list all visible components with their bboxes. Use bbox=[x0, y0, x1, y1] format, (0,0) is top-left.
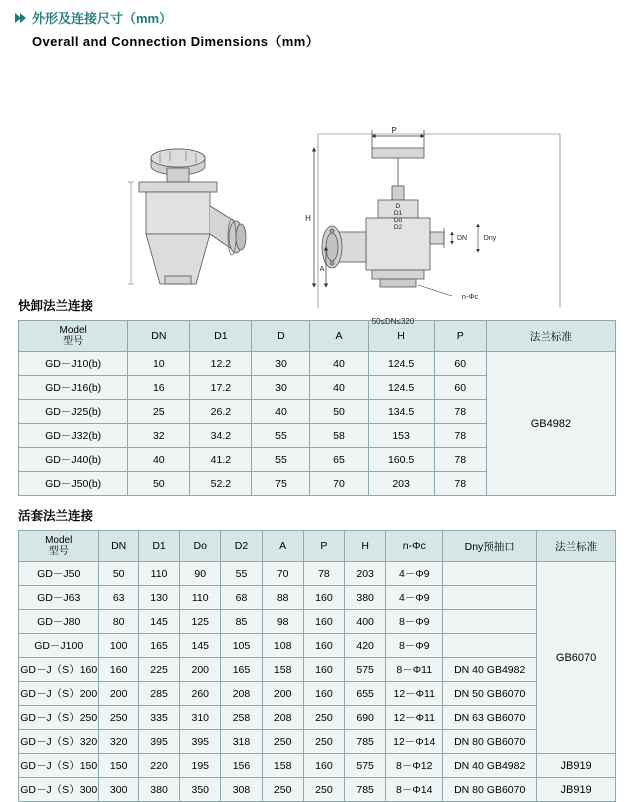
cell-a: 40 bbox=[310, 376, 368, 400]
cell-model: GD－J（S）160 bbox=[19, 658, 99, 682]
cell-dn: 200 bbox=[99, 682, 139, 706]
cell-p: 78 bbox=[434, 400, 486, 424]
page-header bbox=[0, 0, 634, 50]
cell-model: GD－J63 bbox=[19, 586, 99, 610]
cell-dn: 50 bbox=[128, 472, 190, 496]
th-model-cn: 型号 bbox=[63, 336, 84, 347]
cell-d2: 318 bbox=[221, 730, 262, 754]
cell-d2: 85 bbox=[221, 610, 262, 634]
cell-do: 310 bbox=[180, 706, 221, 730]
th-a: A bbox=[310, 321, 368, 352]
cell-dny: DN 40 GB4982 bbox=[443, 658, 537, 682]
cell-p: 78 bbox=[303, 562, 344, 586]
th-n-phi-c: n-Φc bbox=[386, 531, 443, 562]
cell-do: 110 bbox=[180, 586, 221, 610]
page-title-en: Overall and Connection Dimensions（mm） bbox=[32, 34, 320, 49]
cell-d2: 68 bbox=[221, 586, 262, 610]
cell-h: 134.5 bbox=[368, 400, 434, 424]
cell-d1: 110 bbox=[138, 562, 179, 586]
cell-h: 203 bbox=[368, 472, 434, 496]
cell-dn: 16 bbox=[128, 376, 190, 400]
cell-n-phi-c: 4－Φ9 bbox=[386, 586, 443, 610]
cell-dn: 320 bbox=[99, 730, 139, 754]
cell-a: 108 bbox=[262, 634, 303, 658]
cell-d: 75 bbox=[252, 472, 310, 496]
cell-a: 250 bbox=[262, 730, 303, 754]
table-row bbox=[19, 352, 616, 376]
th-model-en: Model bbox=[59, 324, 87, 336]
cell-n-phi-c: 8－Φ11 bbox=[386, 658, 443, 682]
cell-d: 30 bbox=[252, 352, 310, 376]
th-model-en: Model bbox=[45, 534, 73, 546]
label-d1: D1 bbox=[393, 210, 403, 217]
cell-model: GD－J10(b) bbox=[19, 352, 128, 376]
cell-do: 90 bbox=[180, 562, 221, 586]
cell-d: 40 bbox=[252, 400, 310, 424]
cell-dn: 80 bbox=[99, 610, 139, 634]
cell-dny: DN 40 GB4982 bbox=[443, 754, 537, 778]
table-row bbox=[19, 610, 616, 634]
th-standard: 法兰标准 bbox=[486, 321, 615, 352]
cell-model: GD－J32(b) bbox=[19, 424, 128, 448]
table-row bbox=[19, 778, 616, 802]
cell-do: 260 bbox=[180, 682, 221, 706]
cell-h: 124.5 bbox=[368, 352, 434, 376]
cell-d1: 335 bbox=[138, 706, 179, 730]
cell-a: 158 bbox=[262, 754, 303, 778]
cell-model: GD－J（S）320 bbox=[19, 730, 99, 754]
table2-head bbox=[19, 531, 616, 562]
table-row bbox=[19, 586, 616, 610]
cell-d1: 165 bbox=[138, 634, 179, 658]
cell-p: 160 bbox=[303, 658, 344, 682]
cell-a: 208 bbox=[262, 706, 303, 730]
cell-dn: 50 bbox=[99, 562, 139, 586]
cell-h: 690 bbox=[345, 706, 386, 730]
table-row bbox=[19, 706, 616, 730]
cell-a: 70 bbox=[262, 562, 303, 586]
cell-model: GD－J25(b) bbox=[19, 400, 128, 424]
cell-n-phi-c: 8－Φ9 bbox=[386, 610, 443, 634]
cell-h: 785 bbox=[345, 730, 386, 754]
label-range-note: 50≤DN≤320 bbox=[371, 317, 415, 326]
cell-do: 195 bbox=[180, 754, 221, 778]
cell-model: GD－J80 bbox=[19, 610, 99, 634]
cell-h: 400 bbox=[345, 610, 386, 634]
table-row bbox=[19, 658, 616, 682]
th-h: H bbox=[368, 321, 434, 352]
cell-p: 160 bbox=[303, 634, 344, 658]
cell-d1: 17.2 bbox=[190, 376, 252, 400]
th-p: P bbox=[303, 531, 344, 562]
cell-do: 395 bbox=[180, 730, 221, 754]
cell-model: GD－J100 bbox=[19, 634, 99, 658]
cell-model: GD－J（S）200 bbox=[19, 682, 99, 706]
cell-model: GD－J（S）300 bbox=[19, 778, 99, 802]
th-model-cn: 型号 bbox=[48, 546, 69, 557]
section-title-quick-flange: 快卸法兰连接 bbox=[18, 299, 94, 313]
cell-d2: 308 bbox=[221, 778, 262, 802]
cell-dn: 250 bbox=[99, 706, 139, 730]
table-row bbox=[19, 562, 616, 586]
cell-dny bbox=[443, 586, 537, 610]
label-h: H bbox=[305, 214, 311, 223]
cell-h: 420 bbox=[345, 634, 386, 658]
cell-do: 145 bbox=[180, 634, 221, 658]
cell-p: 250 bbox=[303, 730, 344, 754]
cell-d1: 26.2 bbox=[190, 400, 252, 424]
cell-d2: 258 bbox=[221, 706, 262, 730]
cell-h: 655 bbox=[345, 682, 386, 706]
cell-dny: DN 50 GB6070 bbox=[443, 682, 537, 706]
cell-model: GD－J40(b) bbox=[19, 448, 128, 472]
cell-do: 125 bbox=[180, 610, 221, 634]
table-row bbox=[19, 634, 616, 658]
cell-dny bbox=[443, 610, 537, 634]
cell-d: 30 bbox=[252, 376, 310, 400]
cell-p: 78 bbox=[434, 448, 486, 472]
cell-n-phi-c: 8－Φ14 bbox=[386, 778, 443, 802]
cell-h: 160.5 bbox=[368, 448, 434, 472]
cell-d1: 52.2 bbox=[190, 472, 252, 496]
table1-header-row bbox=[19, 321, 616, 352]
th-model bbox=[19, 321, 128, 352]
cell-d1: 220 bbox=[138, 754, 179, 778]
cell-p: 78 bbox=[434, 424, 486, 448]
cell-n-phi-c: 12－Φ11 bbox=[386, 706, 443, 730]
th-d1: D1 bbox=[190, 321, 252, 352]
th-dn: DN bbox=[128, 321, 190, 352]
cell-dn: 300 bbox=[99, 778, 139, 802]
th-d1: D1 bbox=[138, 531, 179, 562]
cell-d2: 208 bbox=[221, 682, 262, 706]
table-row bbox=[19, 730, 616, 754]
cell-dny: DN 63 GB6070 bbox=[443, 706, 537, 730]
cell-h: 575 bbox=[345, 754, 386, 778]
cell-d2: 156 bbox=[221, 754, 262, 778]
cell-n-phi-c: 12－Φ14 bbox=[386, 730, 443, 754]
cell-a: 250 bbox=[262, 778, 303, 802]
cell-standard: JB919 bbox=[537, 778, 616, 802]
cell-model: GD－J（S）150 bbox=[19, 754, 99, 778]
cell-d1: 130 bbox=[138, 586, 179, 610]
th-p: P bbox=[434, 321, 486, 352]
cell-d1: 12.2 bbox=[190, 352, 252, 376]
cell-d2: 165 bbox=[221, 658, 262, 682]
th-a: A bbox=[262, 531, 303, 562]
cell-a: 40 bbox=[310, 352, 368, 376]
cell-d1: 225 bbox=[138, 658, 179, 682]
cell-n-phi-c: 4－Φ9 bbox=[386, 562, 443, 586]
cell-a: 58 bbox=[310, 424, 368, 448]
cell-h: 575 bbox=[345, 658, 386, 682]
cell-h: 380 bbox=[345, 586, 386, 610]
label-dny: Dny bbox=[483, 235, 497, 242]
section-title-lap-flange: 活套法兰连接 bbox=[18, 509, 94, 523]
label-n-phi-c: n-Φc bbox=[461, 292, 479, 301]
cell-standard: GB6070 bbox=[537, 562, 616, 754]
cell-dn: 160 bbox=[99, 658, 139, 682]
cell-model: GD－J50(b) bbox=[19, 472, 128, 496]
lap-flange-table bbox=[18, 530, 616, 802]
cell-dn: 25 bbox=[128, 400, 190, 424]
table2-body bbox=[19, 562, 616, 802]
cell-dny bbox=[443, 562, 537, 586]
cell-d1: 145 bbox=[138, 610, 179, 634]
cell-standard: JB919 bbox=[537, 754, 616, 778]
th-d2: D2 bbox=[221, 531, 262, 562]
cell-a: 88 bbox=[262, 586, 303, 610]
double-chevron-right-icon bbox=[14, 11, 28, 25]
cell-a: 158 bbox=[262, 658, 303, 682]
cell-dn: 40 bbox=[128, 448, 190, 472]
table-row bbox=[19, 754, 616, 778]
cell-dny bbox=[443, 634, 537, 658]
th-h: H bbox=[345, 531, 386, 562]
cell-dny: DN 80 GB6070 bbox=[443, 730, 537, 754]
cell-model: GD－J50 bbox=[19, 562, 99, 586]
cell-d: 55 bbox=[252, 448, 310, 472]
cell-d2: 105 bbox=[221, 634, 262, 658]
cell-p: 60 bbox=[434, 376, 486, 400]
cell-model: GD－J16(b) bbox=[19, 376, 128, 400]
cell-d: 55 bbox=[252, 424, 310, 448]
cell-dn: 100 bbox=[99, 634, 139, 658]
cell-do: 350 bbox=[180, 778, 221, 802]
cell-h: 124.5 bbox=[368, 376, 434, 400]
page-title-cn: 外形及连接尺寸（mm） bbox=[32, 11, 173, 26]
cell-h: 785 bbox=[345, 778, 386, 802]
th-dn: DN bbox=[99, 531, 139, 562]
label-do: Do bbox=[393, 217, 403, 224]
label-d: D bbox=[395, 203, 401, 210]
cell-d2: 55 bbox=[221, 562, 262, 586]
table1-body bbox=[19, 352, 616, 496]
cell-model: GD－J（S）250 bbox=[19, 706, 99, 730]
cell-a: 50 bbox=[310, 400, 368, 424]
th-d: D bbox=[252, 321, 310, 352]
cell-h: 203 bbox=[345, 562, 386, 586]
table2-header-row bbox=[19, 531, 616, 562]
label-a: A bbox=[319, 266, 325, 273]
cell-d1: 380 bbox=[138, 778, 179, 802]
cell-d1: 285 bbox=[138, 682, 179, 706]
cell-p: 250 bbox=[303, 778, 344, 802]
cell-dny: DN 80 GB6070 bbox=[443, 778, 537, 802]
cell-p: 160 bbox=[303, 682, 344, 706]
cell-n-phi-c: 12－Φ11 bbox=[386, 682, 443, 706]
quick-flange-table bbox=[18, 320, 616, 496]
cell-a: 65 bbox=[310, 448, 368, 472]
th-do: Do bbox=[180, 531, 221, 562]
th-model bbox=[19, 531, 99, 562]
label-dn: DN bbox=[456, 235, 468, 242]
cell-n-phi-c: 8－Φ9 bbox=[386, 634, 443, 658]
cell-do: 200 bbox=[180, 658, 221, 682]
cell-a: 200 bbox=[262, 682, 303, 706]
cell-p: 250 bbox=[303, 706, 344, 730]
cell-a: 70 bbox=[310, 472, 368, 496]
table-row bbox=[19, 682, 616, 706]
cell-standard: GB4982 bbox=[486, 352, 615, 496]
table1-head bbox=[19, 321, 616, 352]
cell-d1: 34.2 bbox=[190, 424, 252, 448]
cell-h: 153 bbox=[368, 424, 434, 448]
cell-dn: 150 bbox=[99, 754, 139, 778]
label-p: P bbox=[391, 126, 397, 135]
cell-dn: 32 bbox=[128, 424, 190, 448]
label-d2: D2 bbox=[393, 224, 403, 231]
cell-p: 60 bbox=[434, 352, 486, 376]
cell-a: 98 bbox=[262, 610, 303, 634]
cell-p: 160 bbox=[303, 586, 344, 610]
cell-p: 78 bbox=[434, 472, 486, 496]
cell-dn: 10 bbox=[128, 352, 190, 376]
page-title-cn-wrap bbox=[14, 8, 634, 27]
cell-p: 160 bbox=[303, 754, 344, 778]
cell-n-phi-c: 8－Φ12 bbox=[386, 754, 443, 778]
th-dny-port: Dny预抽口 bbox=[443, 531, 537, 562]
th-standard: 法兰标准 bbox=[537, 531, 616, 562]
cell-dn: 63 bbox=[99, 586, 139, 610]
cell-p: 160 bbox=[303, 610, 344, 634]
cell-d1: 41.2 bbox=[190, 448, 252, 472]
cell-d1: 395 bbox=[138, 730, 179, 754]
